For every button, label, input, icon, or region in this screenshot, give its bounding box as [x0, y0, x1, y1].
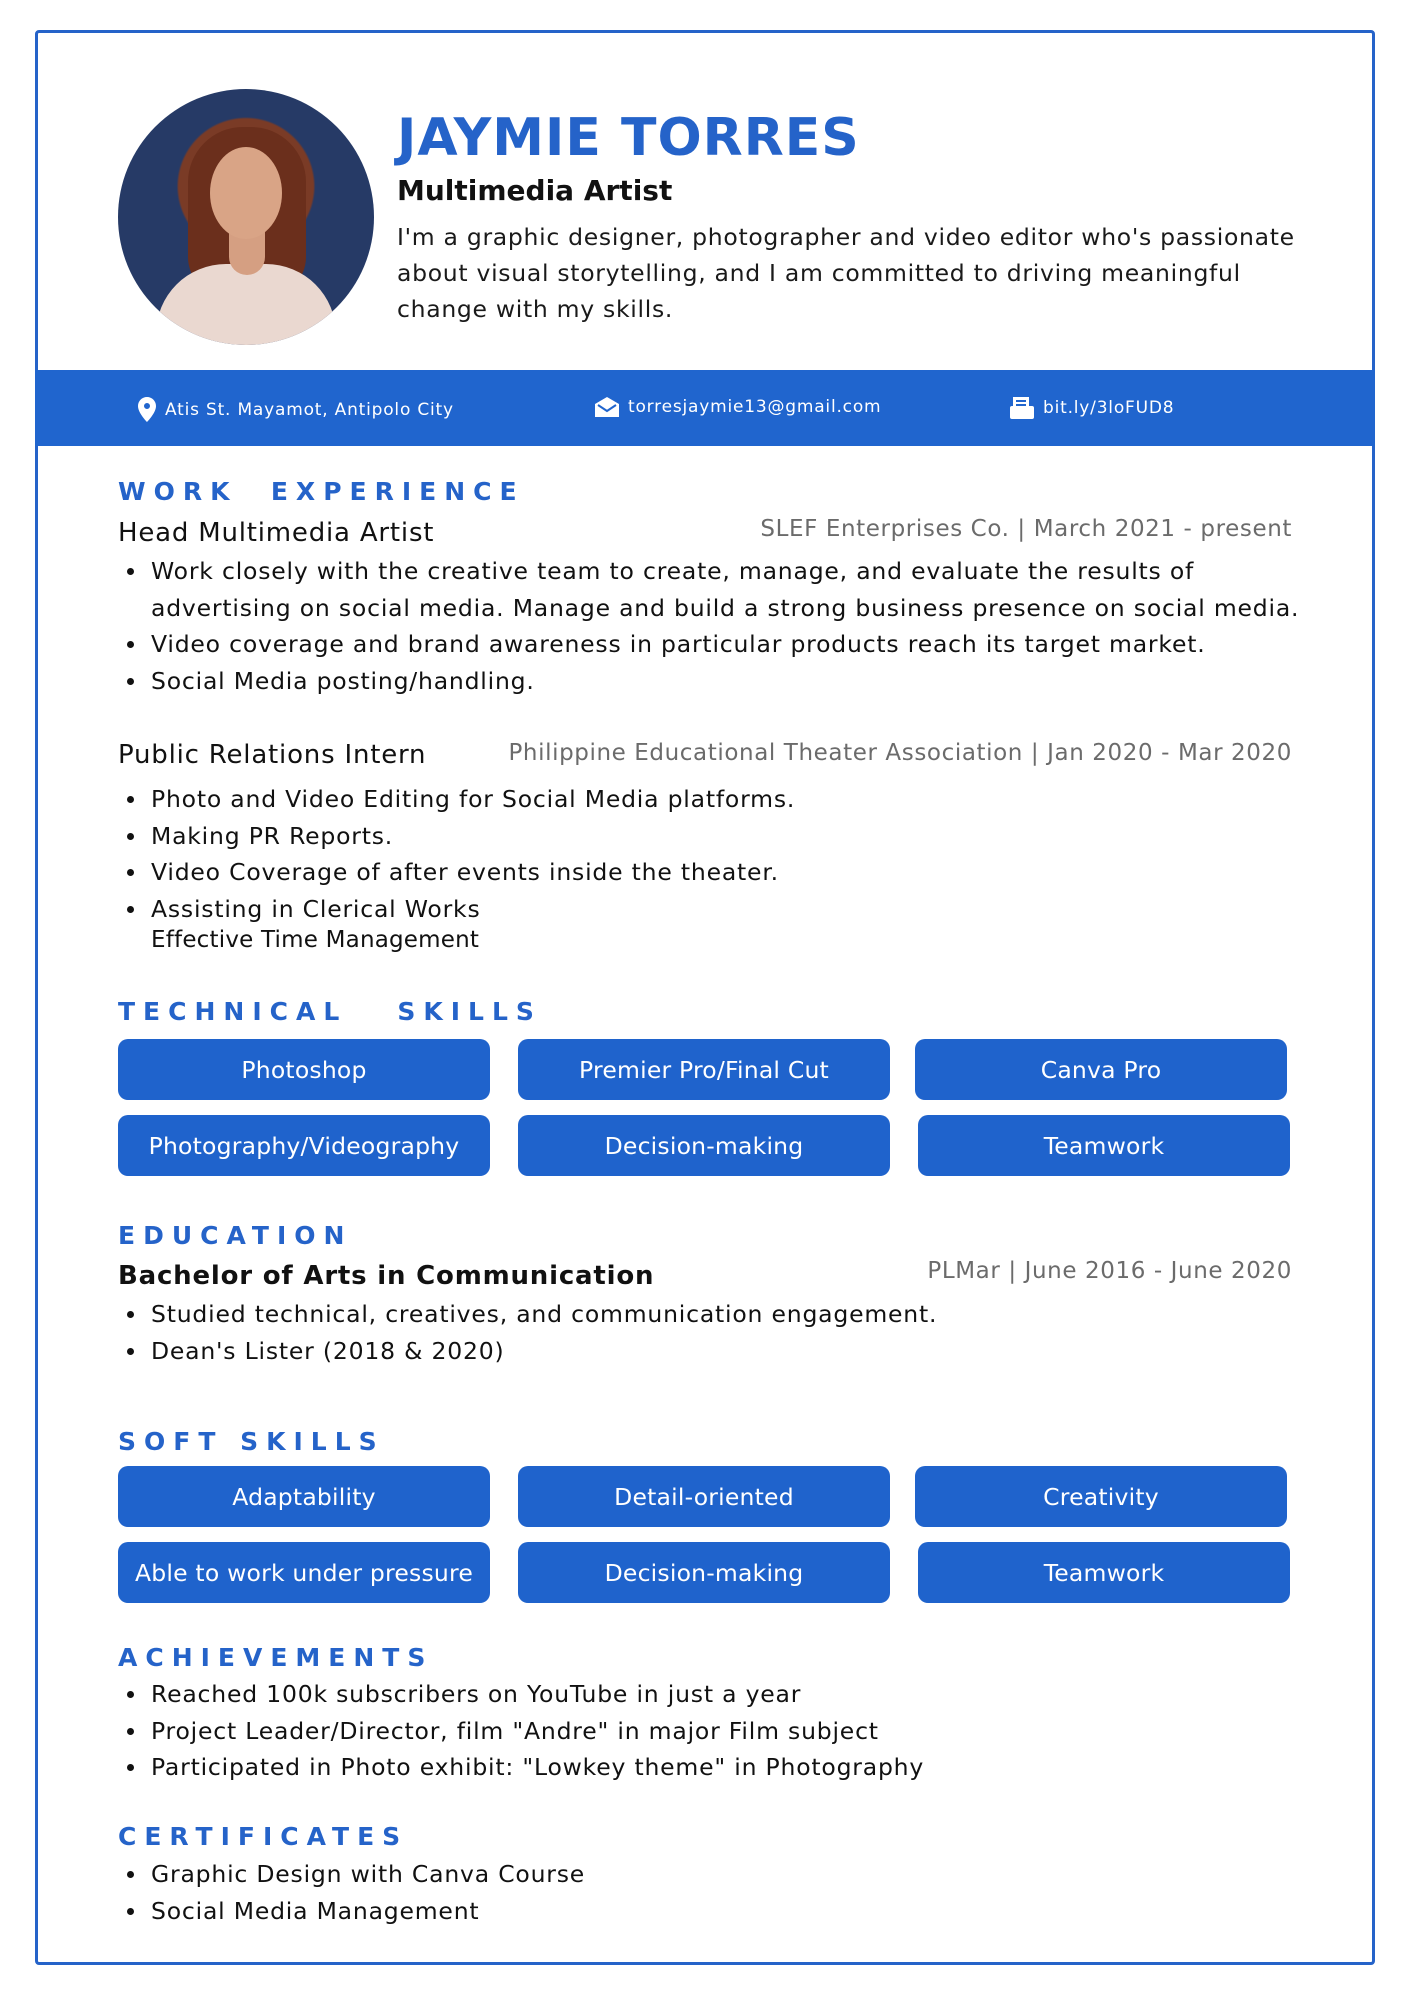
list-item: Social Media Management	[118, 1893, 1311, 1930]
job-role: Multimedia Artist	[397, 174, 673, 207]
achievements-list	[118, 1676, 1311, 1786]
education-meta: PLMar | June 2016 - June 2020	[927, 1258, 1292, 1284]
list-item: Reached 100k subscribers on YouTube in just a year	[118, 1676, 1311, 1713]
list-item: Photo and Video Editing for Social Media platforms.	[118, 781, 1311, 818]
job-bullets-2	[118, 781, 1311, 927]
portfolio-link[interactable]: bit.ly/3loFUD8	[1043, 398, 1175, 418]
skill-pill: Detail-oriented	[518, 1466, 890, 1527]
address-item	[138, 397, 454, 422]
job-note: Effective Time Management	[151, 927, 480, 953]
job-title-1: Head Multimedia Artist	[118, 518, 435, 548]
list-item: Graphic Design with Canva Course	[118, 1856, 1311, 1893]
soft-skills-heading: SOFT SKILLS	[118, 1427, 385, 1456]
job-meta-2: Philippine Educational Theater Association | Jan 2020 - Mar 2020	[508, 740, 1292, 766]
email-text[interactable]: torresjaymie13@gmail.com	[628, 397, 882, 417]
skill-pill: Canva Pro	[915, 1039, 1287, 1100]
education-bullets	[118, 1296, 1311, 1369]
list-item: Work closely with the creative team to create, manage, and evaluate the results of advertising on social media. Manage and build a strong business presence on social media.	[118, 553, 1311, 626]
skill-pill: Adaptability	[118, 1466, 490, 1527]
profile-summary: I'm a graphic designer, photographer and video editor who's passionate about visual storytelling, and I am committed to driving meaningful change with my skills.	[397, 223, 1295, 323]
skill-pill: Teamwork	[918, 1542, 1290, 1603]
list-item: Dean's Lister (2018 & 2020)	[118, 1333, 1311, 1370]
list-item: Video Coverage of after events inside the theater.	[118, 854, 1311, 891]
email-item	[595, 397, 881, 417]
work-experience-heading: WORK EXPERIENCE	[118, 477, 525, 506]
achievements-heading: ACHIEVEMENTS	[118, 1643, 434, 1672]
document-link-icon	[1010, 397, 1034, 419]
skill-pill: Photography/Videography	[118, 1115, 490, 1176]
list-item: Social Media posting/handling.	[118, 663, 1311, 700]
link-item	[1010, 397, 1174, 419]
list-item: Video coverage and brand awareness in particular products reach its target market.	[118, 626, 1311, 663]
list-item: Assisting in Clerical Works	[118, 891, 1311, 928]
candidate-name: JAYMIE TORRES	[397, 108, 860, 168]
skill-pill: Photoshop	[118, 1039, 490, 1100]
education-heading: EDUCATION	[118, 1221, 353, 1250]
job-meta-1: SLEF Enterprises Co. | March 2021 - present	[760, 516, 1292, 542]
contact-bar	[35, 370, 1375, 446]
certificates-list	[118, 1856, 1311, 1929]
list-item: Studied technical, creatives, and communication engagement.	[118, 1296, 1311, 1333]
location-pin-icon	[138, 397, 156, 422]
certificates-heading: CERTIFICATES	[118, 1822, 409, 1851]
list-item: Making PR Reports.	[118, 818, 1311, 855]
skill-pill: Able to work under pressure	[118, 1542, 490, 1603]
job-bullets-1	[118, 553, 1311, 699]
list-item: Participated in Photo exhibit: "Lowkey theme" in Photography	[118, 1749, 1311, 1786]
envelope-icon	[595, 397, 619, 417]
technical-skills-heading: TECHNICAL SKILLS	[118, 997, 542, 1026]
degree-title: Bachelor of Arts in Communication	[118, 1261, 655, 1291]
skill-pill: Creativity	[915, 1466, 1287, 1527]
list-item: Project Leader/Director, film "Andre" in major Film subject	[118, 1713, 1311, 1750]
skill-pill: Teamwork	[918, 1115, 1290, 1176]
skill-pill: Decision-making	[518, 1115, 890, 1176]
profile-photo	[118, 89, 374, 345]
skill-pill: Premier Pro/Final Cut	[518, 1039, 890, 1100]
address-text: Atis St. Mayamot, Antipolo City	[165, 399, 454, 420]
job-title-2: Public Relations Intern	[118, 740, 427, 770]
skill-pill: Decision-making	[518, 1542, 890, 1603]
